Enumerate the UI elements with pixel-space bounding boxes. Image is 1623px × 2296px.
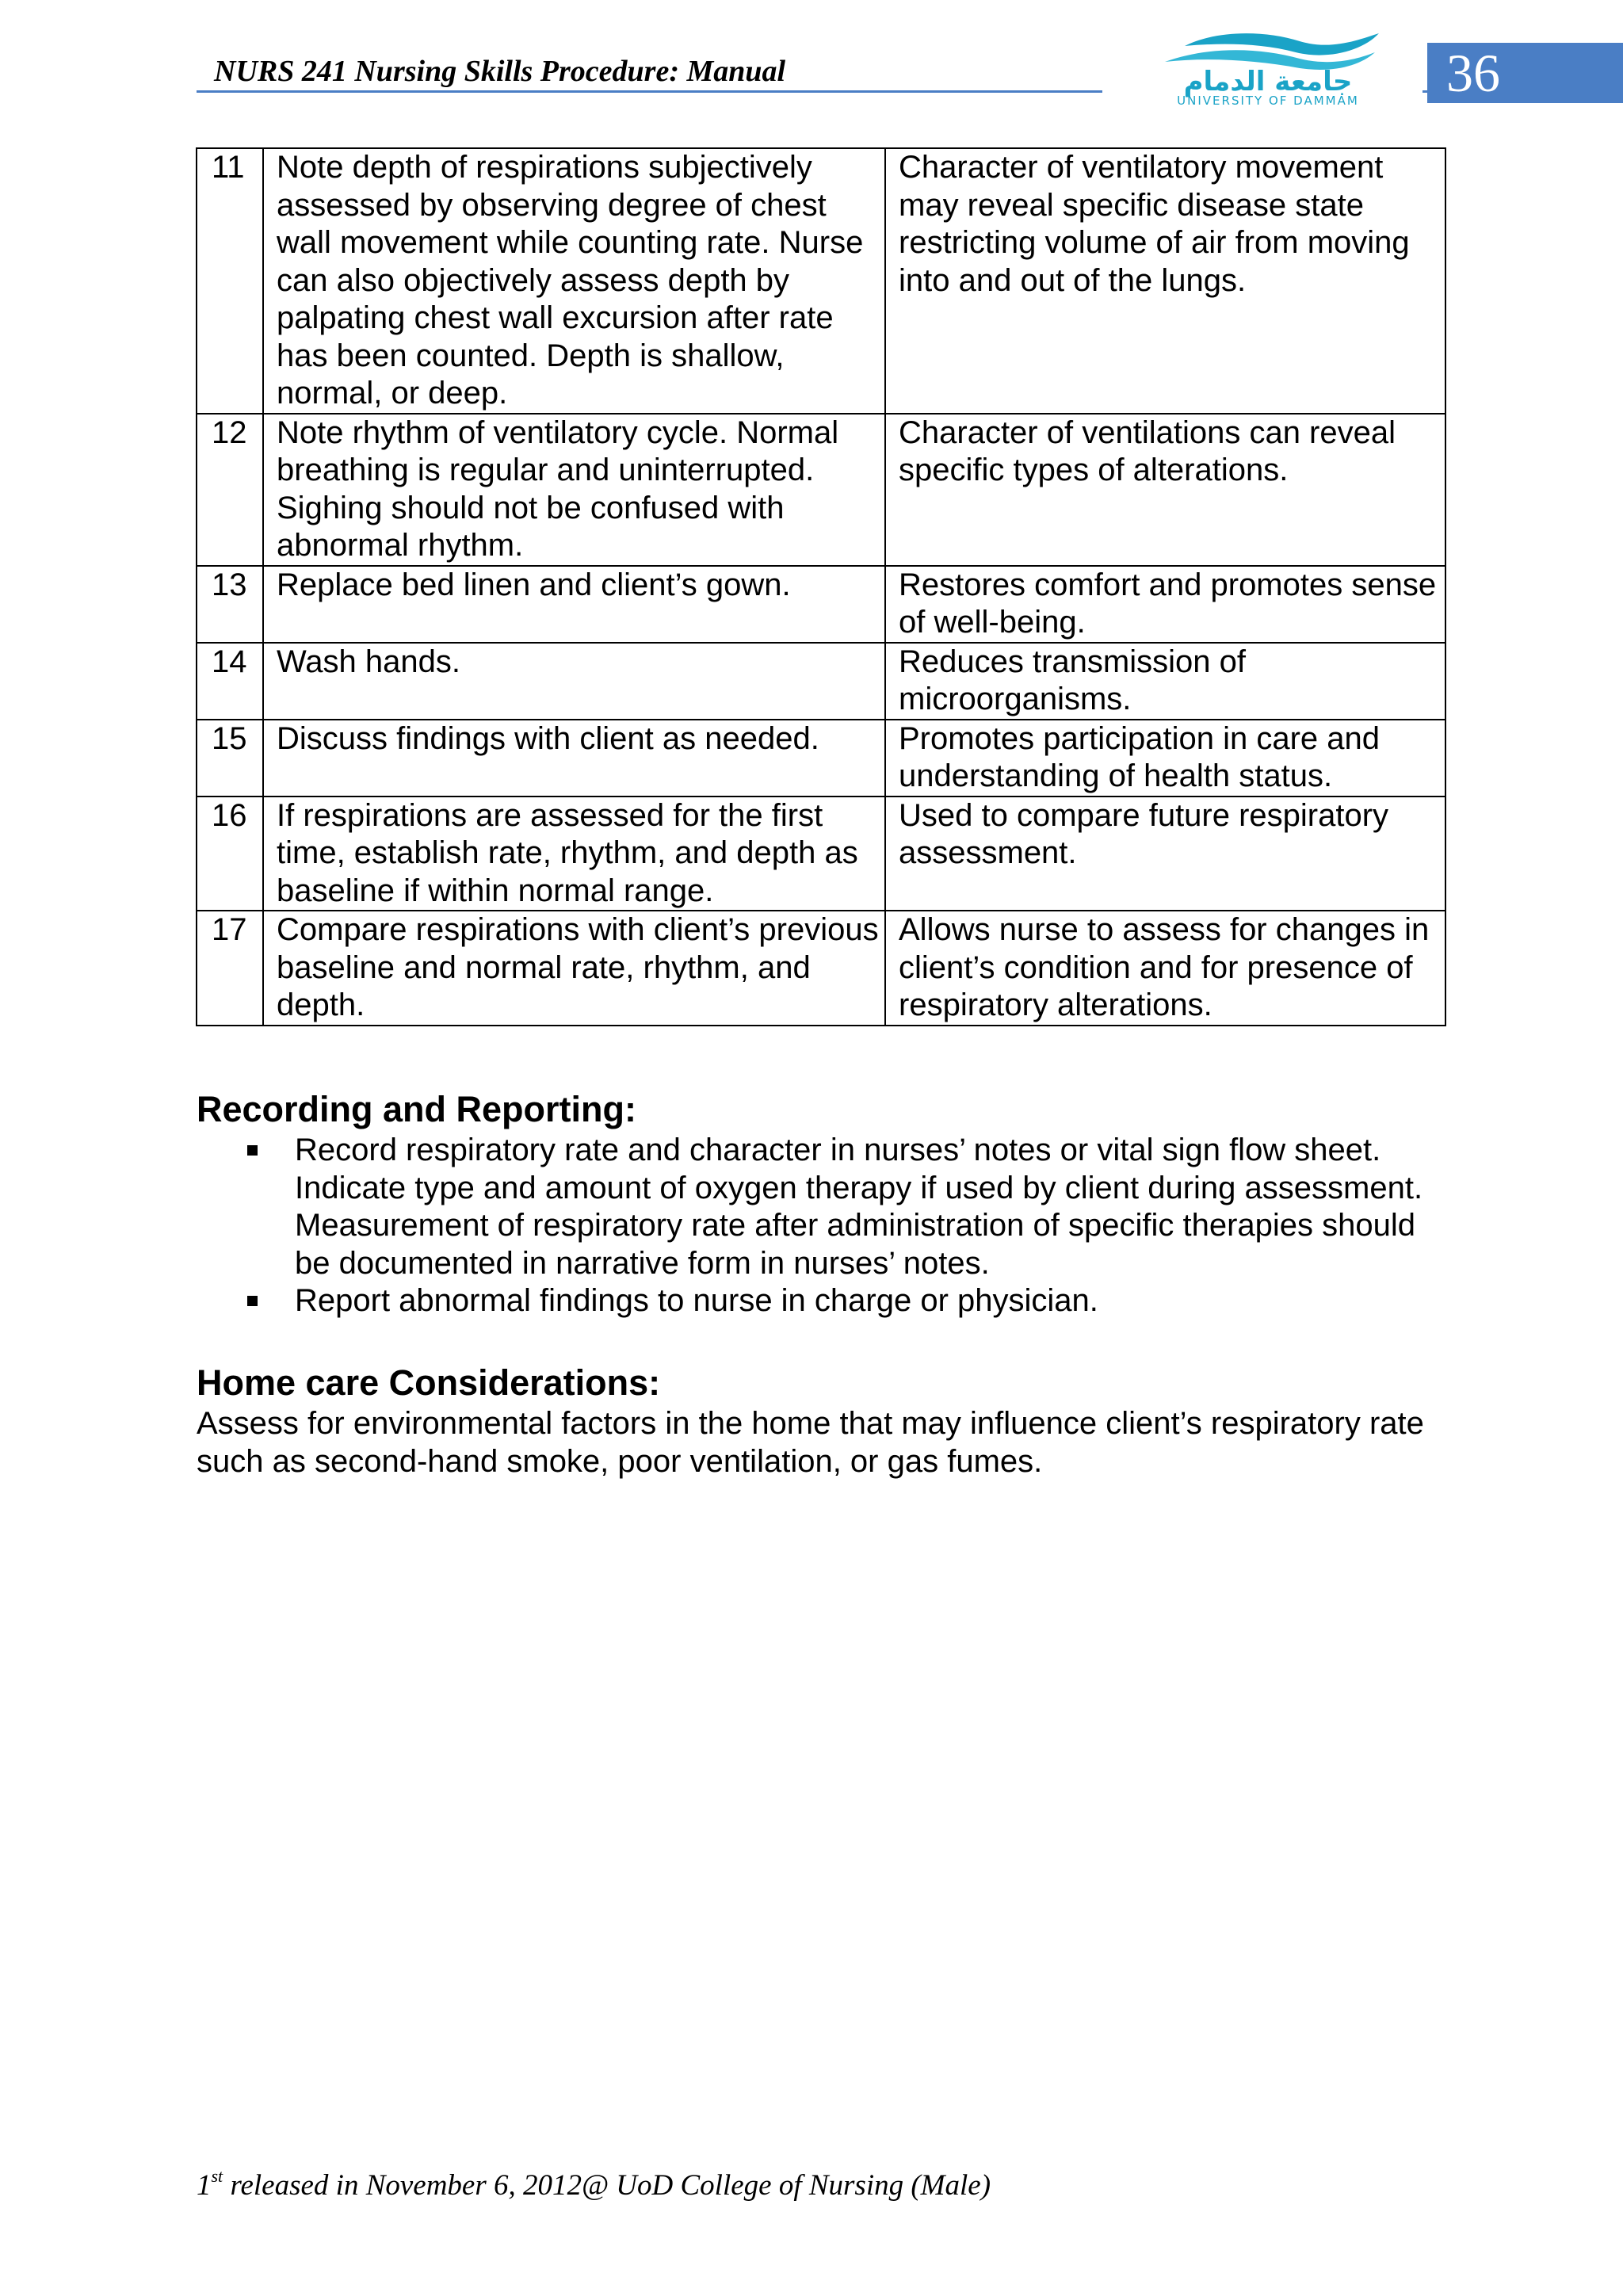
step-action: Replace bed linen and client’s gown. [263,566,885,643]
table-row [197,643,1445,720]
home-care-heading: Home care Considerations: [197,1362,661,1403]
logo-english-text: UNIVERSITY OF DAMMAM [1177,94,1359,108]
logo-arabic-text: جامعة الدمام [1183,66,1353,97]
step-rationale: Restores comfort and promotes sense of well-being. [885,566,1445,643]
table-row [197,148,1445,414]
step-action: Note depth of respirations subjectively assessed by observing degree of chest wall movement while counting rate. Nurse can also objectively assess depth by palpating chest wall excursion after rate has been counted. Depth is shallow, normal, or deep. [263,148,885,414]
table-row [197,797,1445,911]
recording-heading: Recording and Reporting: [197,1089,636,1129]
page-number-box [1427,43,1623,103]
step-number: 16 [197,797,263,911]
step-number: 13 [197,566,263,643]
footer-ordinal: 1 [197,2169,212,2202]
table-row [197,566,1445,643]
header-divider [197,90,1102,93]
step-rationale: Allows nurse to assess for changes in client’s condition and for presence of respiratory alterations. [885,911,1445,1026]
step-rationale: Promotes participation in care and understanding of health status. [885,720,1445,797]
step-rationale: Character of ventilatory movement may reveal specific disease state restricting volume of air from moving into and out of the lungs. [885,148,1445,414]
step-number: 12 [197,414,263,566]
step-rationale: Reduces transmission of microorganisms. [885,643,1445,720]
step-rationale: Used to compare future respiratory assessment. [885,797,1445,911]
step-action: Note rhythm of ventilatory cycle. Normal breathing is regular and uninterrupted. Sighing should not be confused with abnormal rhythm. [263,414,885,566]
footer-ordinal-suffix: st [211,2166,223,2186]
home-care-text: Assess for environmental factors in the home that may influence client’s respiratory rate such as second-hand smoke, poor ventilation, or gas fumes. [197,1406,1424,1479]
page-header-title: NURS 241 Nursing Skills Procedure: Manual [214,55,786,88]
step-action: Wash hands. [263,643,885,720]
table-row [197,911,1445,1026]
recording-list [197,1132,1449,1320]
table-row [197,414,1445,566]
step-number: 14 [197,643,263,720]
step-action: If respirations are assessed for the first time, establish rate, rhythm, and depth as baseline if within normal range. [263,797,885,911]
list-item-text: Report abnormal findings to nurse in charge or physician. [295,1283,1098,1318]
step-number: 15 [197,720,263,797]
page-footer [197,2166,991,2202]
square-bullet-icon [247,1145,258,1156]
step-rationale: Character of ventilations can reveal specific types of alterations. [885,414,1445,566]
procedure-steps-table [196,147,1446,1026]
list-item [197,1132,1449,1282]
list-item-text: Record respiratory rate and character in nurses’ notes or vital sign flow sheet. Indicate type and amount of oxygen therapy if used by client during assessment. Measurement of respiratory rate after administration of specific therapies should be documented in narrative form in nurses’ notes. [295,1133,1423,1281]
step-action: Discuss findings with client as needed. [263,720,885,797]
page-number: 36 [1446,42,1500,103]
step-number: 11 [197,148,263,414]
footer-text: released in November 6, 2012@ UoD College of Nursing (Male) [223,2169,991,2202]
list-item [197,1282,1449,1320]
step-action: Compare respirations with client’s previous baseline and normal rate, rhythm, and depth. [263,911,885,1026]
university-of-dammam-logo [1129,29,1399,108]
table-row [197,720,1445,797]
square-bullet-icon [247,1296,258,1306]
step-number: 17 [197,911,263,1026]
